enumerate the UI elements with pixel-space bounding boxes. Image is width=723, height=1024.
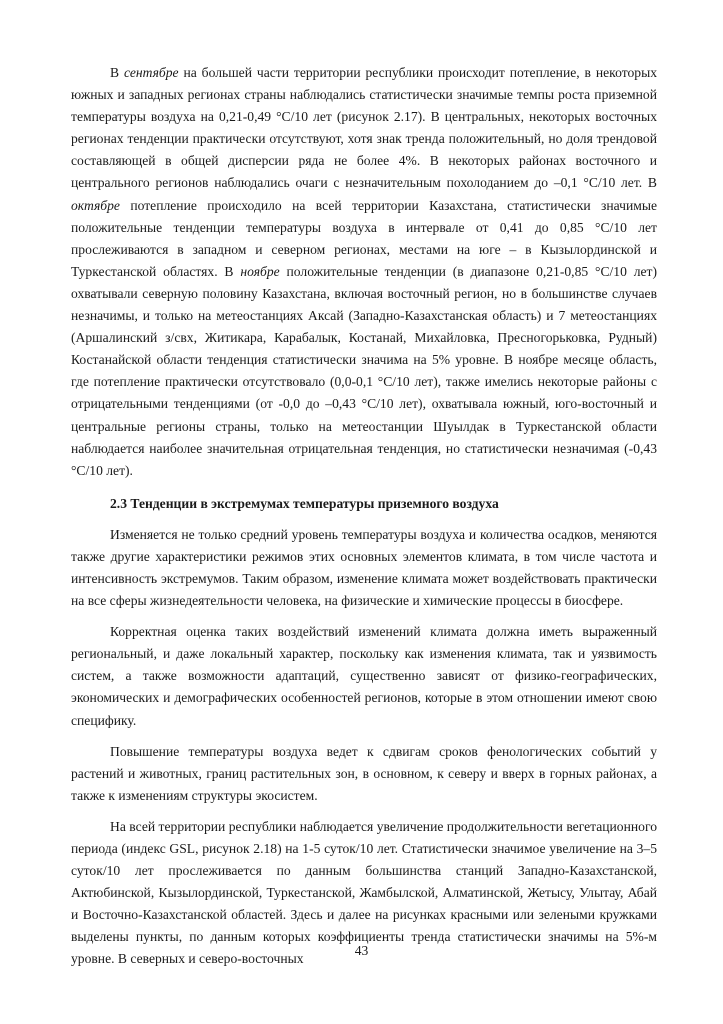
document-body	[71, 62, 657, 971]
page-number: 43	[354, 943, 369, 958]
paragraph-september-november: В сентябре на большей части территории республики происходит потепление, в некоторых южных и западных регионах страны наблюдались статистически значимые темпы роста приземной температуры воздуха на 0,21-0,49 °С/10 лет (рисунок 2.17). В центральных, некоторых восточных регионах тенденции практически отсутствуют, хотя знак тренда положительный, но доля трендовой составляющей в общей дисперсии ряда не более 4%. В некоторых районах восточного и центрального регионов наблюдались очаги с незначительным похолоданием до –0,1 °С/10 лет. В октябре потепление происходило на всей территории Казахстана, статистически значимые положительные тенденции температуры воздуха в интервале от 0,41 до 0,85 °С/10 лет прослеживаются в западном и северном регионах, местами на юге – в Кызылординской и Туркестанской областях. В ноябре положительные тенденции (в диапазоне 0,21-0,85 °С/10 лет) охватывали северную половину Казахстана, включая восточный регион, но в большинстве случаев незначимы, и только на метеостанциях Аксай (Западно-Казахстанская область) и 7 метеостанциях (Аршалинский з/свх, Житикара, Карабалык, Костанай, Михайловка, Пресногорьковка, Рудный) Костанайской области тенденция статистически значима на 5% уровне. В ноябре месяце область, где потепление практически отсутствовало (0,0-0,1 °С/10 лет), также имелись некоторые районы с отрицательными тенденциями (от -0,0 до –0,43 °С/10 лет), охватывала южный, юго-восточный и центральные регионы страны, только на метеостанции Шуылдак в Туркестанской области наблюдается наиболее значительная отрицательная тенденция, но статистически незначимая (-0,43 °С/10 лет).	[71, 65, 657, 478]
paragraph-phenology: Повышение температуры воздуха ведет к сдвигам сроков фенологических событий у растений и животных, границ растительных зон, в основном, к северу и вверх в горных районах, а также к изменениям структуры экосистем.	[71, 743, 657, 803]
month-november: ноябре	[240, 263, 280, 279]
paragraph-impact-assessment: Корректная оценка таких воздействий изменений климата должна иметь выраженный региональный, и даже локальный характер, поскольку как изменения климата, так и уязвимость систем, а также возможности адаптаций, существенно зависят от физико-географических, экономических и демографических особенностей регионов, которые в этом отношении имеют свою специфику.	[71, 624, 657, 728]
paragraph-climate-elements: Изменяется не только средний уровень температуры воздуха и количества осадков, меняются также другие характеристики режимов этих основных элементов климата, в том числе частота и интенсивность экстремумов. Таким образом, изменение климата может воздействовать практически на все сферы жизнедеятельности человека, на физические и химические процессы в биосфере.	[71, 526, 657, 609]
section-heading: 2.3 Тенденции в экстремумах температуры приземного воздуха	[110, 495, 499, 511]
month-september: сентябре	[123, 65, 179, 80]
month-october: октябре	[71, 197, 120, 213]
paragraph-growing-season: На всей территории республики наблюдается увеличение продолжительности вегетационного периода (индекс GSL, рисунок 2.18) на 1-5 суток/10 лет. Статистически значимое увеличение на 3–5 суток/10 лет прослеживается по данным большинства станций Западно-Казахстанской, Актюбинской, Кызылординской, Туркестанской, Жамбылской, Алматинской, Жетысу, Улытау, Абай и Восточно-Казахстанской областей. Здесь и далее на рисунках красными или зелеными кружками выделены пункты, по данным которых коэффициенты тренда статистически значимы на 5%-м уровне. В северных и северо-восточных	[71, 818, 657, 967]
